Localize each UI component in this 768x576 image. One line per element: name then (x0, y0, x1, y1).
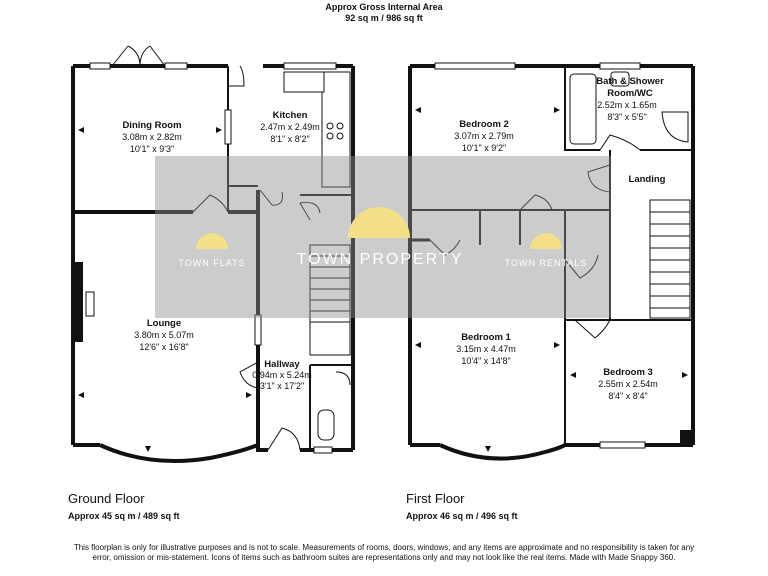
ff-window-bed3 (600, 442, 645, 448)
marker (554, 342, 560, 348)
gf-window-wc (314, 447, 332, 453)
marker (554, 107, 560, 113)
gf-front-door (268, 428, 300, 450)
watermark-center: TOWN PROPERTY (296, 251, 464, 268)
ff-window-bed2 (435, 63, 515, 69)
marker (78, 392, 84, 398)
room-metric-dining: 3.08m x 2.82m (122, 132, 182, 142)
room-name-bedroom2: Bedroom 2 (459, 119, 509, 130)
gf-window-hall (255, 315, 261, 345)
first-floor-area: Approx 46 sq m / 496 sq ft (406, 511, 518, 521)
gf-basin (336, 372, 350, 385)
ground-floor-area: Approx 45 sq m / 489 sq ft (68, 511, 180, 521)
disclaimer: This floorplan is only for illustrative purposes and is not to scale. Measurements of rooms, doors, windows, and any items are approximate and no responsibility is taken for any error, omission or mis-statement. Icons of items such as bathroom suites are representations only and may not look like the real items. Made with Made Snappy 360. (73, 543, 695, 562)
room-name-bedroom3: Bedroom 3 (603, 367, 653, 378)
gf-bay-window (100, 445, 258, 461)
gf-french-doors (112, 46, 165, 66)
marker (415, 342, 421, 348)
ff-chimney (680, 430, 693, 445)
room-imperial-hallway: 3'1" x 17'2" (259, 381, 305, 391)
marker (570, 372, 576, 378)
room-metric-bedroom3: 2.55m x 2.54m (598, 379, 658, 389)
room-imperial-bathroom: 8'3" x 5'5" (607, 112, 647, 122)
marker (216, 127, 222, 133)
ff-bath (570, 74, 596, 144)
room-name-hallway: Hallway (264, 359, 300, 370)
room-name-landing: Landing (628, 174, 666, 185)
ff-shower (662, 112, 688, 142)
marker (682, 372, 688, 378)
gf-window-dining-right (165, 63, 187, 69)
gf-window-dining-left (90, 63, 110, 69)
room-name-kitchen: Kitchen (272, 110, 308, 121)
ff-window-bath (600, 63, 640, 69)
marker (78, 127, 84, 133)
room-metric-bedroom1: 3.15m x 4.47m (456, 344, 516, 354)
gf-window-kitchen (284, 63, 336, 69)
room-imperial-bedroom3: 8'4" x 8'4" (608, 391, 648, 401)
gf-door-kitchen-back (228, 66, 244, 86)
gf-toilet (318, 410, 334, 440)
room-imperial-bedroom1: 10'4" x 14'8" (461, 356, 511, 366)
room-metric-kitchen: 2.47m x 2.49m (260, 122, 320, 132)
gf-fireplace (86, 292, 94, 316)
gf-kitchen-sink (284, 72, 324, 92)
room-name-bedroom1: Bedroom 1 (461, 332, 511, 343)
watermark-right: TOWN RENTALS (504, 258, 588, 268)
room-name-dining: Dining Room (122, 120, 182, 131)
room-metric-hallway: 0.94m x 5.24m (252, 370, 312, 380)
marker (485, 446, 491, 452)
ff-bay-window (440, 445, 565, 459)
room-name-bathroom-2: Room/WC (607, 88, 653, 99)
ff-door-bath (600, 135, 640, 150)
room-imperial-bedroom2: 10'1" x 9'2" (461, 143, 507, 153)
room-metric-bathroom: 2.52m x 1.65m (597, 100, 657, 110)
marker (145, 446, 151, 452)
room-name-lounge: Lounge (146, 318, 182, 329)
room-metric-bedroom2: 3.07m x 2.79m (454, 131, 514, 141)
ground-floor-label: Ground Floor (68, 491, 145, 506)
gf-serving-hatch (225, 110, 231, 144)
room-metric-lounge: 3.80m x 5.07m (134, 330, 194, 340)
gf-chimney-breast (73, 262, 83, 342)
marker (415, 107, 421, 113)
header-area: 92 sq m / 986 sq ft (345, 13, 423, 23)
ff-staircase (650, 200, 690, 318)
header-title: Approx Gross Internal Area (325, 2, 443, 12)
ff-door-bed3 (575, 320, 610, 338)
room-imperial-dining: 10'1" x 9'3" (129, 144, 175, 154)
room-name-bathroom-1: Bath & Shower (596, 76, 664, 87)
room-imperial-lounge: 12'6" x 16'8" (139, 342, 189, 352)
room-imperial-kitchen: 8'1" x 8'2" (270, 134, 310, 144)
first-floor-label: First Floor (406, 491, 465, 506)
watermark-left: TOWN FLATS (178, 258, 246, 268)
marker (246, 392, 252, 398)
